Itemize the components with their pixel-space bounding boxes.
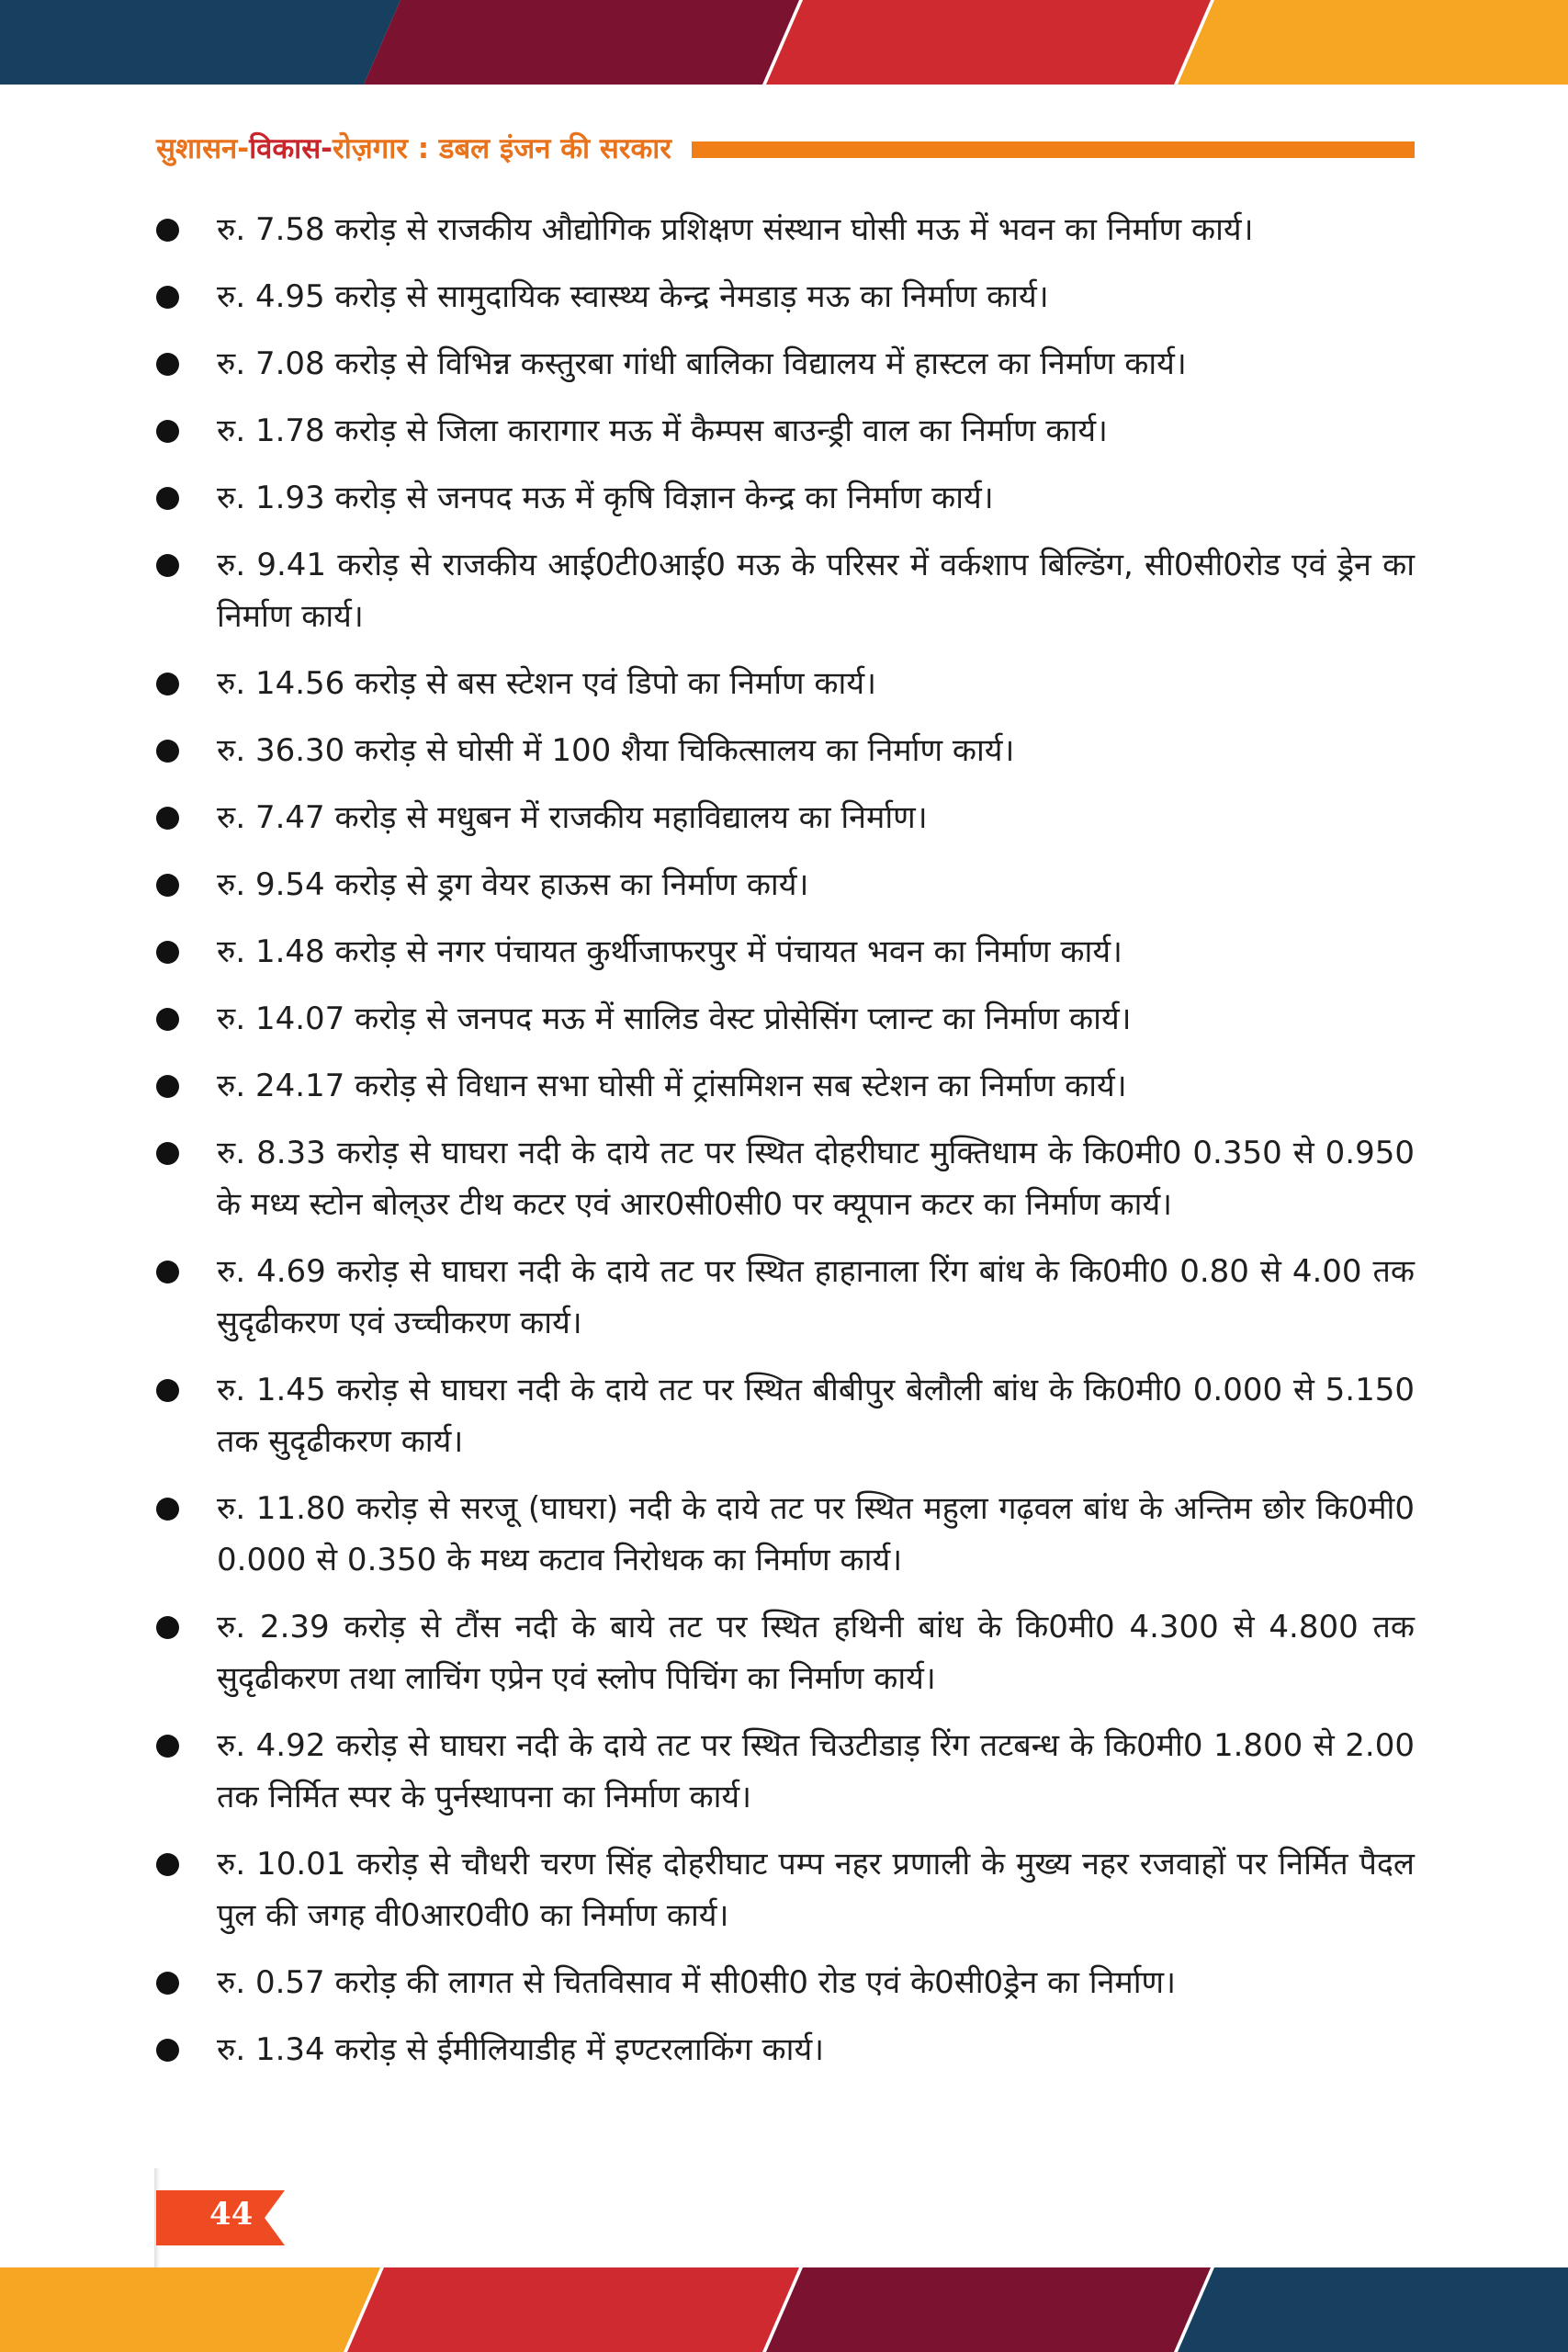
bullet-icon xyxy=(156,1735,179,1758)
list-item xyxy=(156,338,1415,390)
list-item-text: रु. 7.58 करोड़ से राजकीय औद्योगिक प्रशिक्षण संस्थान घोसी मऊ में भवन का निर्माण कार्य। xyxy=(217,211,1254,248)
list-item xyxy=(156,1957,1415,2008)
bullet-icon xyxy=(156,1008,179,1031)
list-item-text: रु. 36.30 करोड़ से घोसी में 100 शैया चिकित्सालय का निर्माण कार्य। xyxy=(217,732,1015,769)
bullet-icon xyxy=(156,2039,179,2062)
list-item xyxy=(156,472,1415,524)
top-color-band xyxy=(0,0,1568,85)
list-item xyxy=(156,658,1415,709)
list-item-text: रु. 24.17 करोड़ से विधान सभा घोसी में ट्रांसमिशन सब स्टेशन का निर्माण कार्य। xyxy=(217,1068,1127,1104)
bullet-icon xyxy=(156,941,179,964)
header-rule xyxy=(692,141,1415,158)
bottom-color-band xyxy=(0,2267,1568,2352)
list-item-text: रु. 1.48 करोड़ से नगर पंचायत कुर्थीजाफरपुर में पंचायत भवन का निर्माण कार्य। xyxy=(217,933,1122,970)
list-item xyxy=(156,725,1415,776)
list-item-text: रु. 1.93 करोड़ से जनपद मऊ में कृषि विज्ञान केन्द्र का निर्माण कार्य। xyxy=(217,480,994,516)
bullet-icon xyxy=(156,807,179,830)
list-item-text: रु. 1.45 करोड़ से घाघरा नदी के दाये तट पर स्थित बीबीपुर बेलौली बांध के कि0मी0 0.000 से 5.150 तक सुदृढीकरण कार्य। xyxy=(217,1372,1415,1460)
page-header xyxy=(156,127,1415,169)
list-item xyxy=(156,926,1415,978)
list-item xyxy=(156,993,1415,1045)
bullet-icon xyxy=(156,1972,179,1995)
list-item xyxy=(156,405,1415,457)
list-item-text: रु. 9.54 करोड़ से ड्रग वेयर हाऊस का निर्माण कार्य। xyxy=(217,866,809,903)
list-item-text: रु. 2.39 करोड़ से टौंस नदी के बाये तट पर स्थित हथिनी बांध के कि0मी0 4.300 से 4.800 तक सुदृढीकरण तथा लाचिंग एप्रेन एवं स्लोप पिचिंग का निर्माण कार्य। xyxy=(217,1609,1415,1697)
list-item xyxy=(156,792,1415,843)
list-item xyxy=(156,1483,1415,1586)
list-item-text: रु. 4.69 करोड़ से घाघरा नदी के दाये तट पर स्थित हाहानाला रिंग बांध के कि0मी0 0.80 से 4.00 तक सुदृढीकरण एवं उच्चीकरण कार्य। xyxy=(217,1253,1415,1341)
list-item-text: रु. 1.34 करोड़ से ईमीलियाडीह में इण्टरलाकिंग कार्य। xyxy=(217,2031,825,2068)
bullet-icon xyxy=(156,1261,179,1283)
project-list xyxy=(156,204,1415,2091)
list-item xyxy=(156,1601,1415,1704)
list-item-text: रु. 14.56 करोड़ से बस स्टेशन एवं डिपो का निर्माण कार्य। xyxy=(217,665,876,702)
list-item-text: रु. 0.57 करोड़ की लागत से चितविसाव में सी0सी0 रोड एवं के0सी0ड्रेन का निर्माण। xyxy=(217,1964,1177,2001)
list-item xyxy=(156,271,1415,322)
header-title-part3: रोज़गार : डबल इंजन की सरकार xyxy=(333,132,671,165)
list-item xyxy=(156,204,1415,255)
bullet-icon xyxy=(156,1075,179,1098)
list-item xyxy=(156,1246,1415,1349)
header-title-part2: विकास- xyxy=(249,132,333,165)
list-item xyxy=(156,1364,1415,1467)
bullet-icon xyxy=(156,1379,179,1402)
list-item xyxy=(156,1127,1415,1230)
list-item-text: रु. 9.41 करोड़ से राजकीय आई0टी0आई0 मऊ के परिसर में वर्कशाप बिल्डिंग, सी0सी0रोड एवं ड्रेन का निर्माण कार्य। xyxy=(217,547,1415,635)
list-item-text: रु. 4.92 करोड़ से घाघरा नदी के दाये तट पर स्थित चिउटीडाड़ रिंग तटबन्ध के कि0मी0 1.800 से 2.00 तक निर्मित स्पर के पुर्नस्थापना का निर्माण कार्य। xyxy=(217,1727,1415,1815)
list-item-text: रु. 8.33 करोड़ से घाघरा नदी के दाये तट पर स्थित दोहरीघाट मुक्तिधाम के कि0मी0 0.350 से 0.950 के मध्य स्टोन बोल्उर टीथ कटर एवं आर0सी0सी0 पर क्यूपान कटर का निर्माण कार्य। xyxy=(217,1135,1415,1223)
bullet-icon xyxy=(156,874,179,897)
bullet-icon xyxy=(156,420,179,443)
list-item-text: रु. 4.95 करोड़ से सामुदायिक स्वास्थ्य केन्द्र नेमडाड़ मऊ का निर्माण कार्य। xyxy=(217,278,1049,315)
bullet-icon xyxy=(156,740,179,763)
list-item xyxy=(156,1060,1415,1112)
header-title xyxy=(156,129,671,167)
list-item-text: रु. 7.47 करोड़ से मधुबन में राजकीय महाविद्यालय का निर्माण। xyxy=(217,799,928,836)
bullet-icon xyxy=(156,286,179,309)
list-item xyxy=(156,1838,1415,1941)
list-item-text: रु. 14.07 करोड़ से जनपद मऊ में सालिड वेस्ट प्रोसेसिंग प्लान्ट का निर्माण कार्य। xyxy=(217,1001,1132,1037)
list-item xyxy=(156,539,1415,642)
list-item-text: रु. 1.78 करोड़ से जिला कारागार मऊ में कैम्पस बाउन्ड्री वाल का निर्माण कार्य। xyxy=(217,413,1108,449)
bullet-icon xyxy=(156,487,179,510)
header-title-part1: सुशासन- xyxy=(156,132,250,165)
list-item-text: रु. 10.01 करोड़ से चौधरी चरण सिंह दोहरीघाट पम्प नहर प्रणाली के मुख्य नहर रजवाहों पर निर्मित पैदल पुल की जगह वी0आर0वी0 का निर्माण कार्य। xyxy=(217,1846,1415,1934)
bullet-icon xyxy=(156,1616,179,1639)
bullet-icon xyxy=(156,1498,179,1521)
list-item xyxy=(156,2024,1415,2075)
bullet-icon xyxy=(156,1142,179,1165)
page-number-tab xyxy=(156,2190,294,2245)
list-item-text: रु. 7.08 करोड़ से विभिन्न कस्तुरबा गांधी बालिका विद्यालय में हास्टल का निर्माण कार्य। xyxy=(217,345,1187,382)
bullet-icon xyxy=(156,353,179,376)
bullet-icon xyxy=(156,1853,179,1876)
bullet-icon xyxy=(156,219,179,242)
list-item xyxy=(156,1720,1415,1823)
page-number: 44 xyxy=(209,2196,254,2233)
list-item xyxy=(156,859,1415,910)
bullet-icon xyxy=(156,554,179,577)
list-item-text: रु. 11.80 करोड़ से सरजू (घाघरा) नदी के दाये तट पर स्थित महुला गढ़वल बांध के अन्तिम छोर कि0मी0 0.000 से 0.350 के मध्य कटाव निरोधक का निर्माण कार्य। xyxy=(217,1490,1415,1578)
bullet-icon xyxy=(156,673,179,695)
